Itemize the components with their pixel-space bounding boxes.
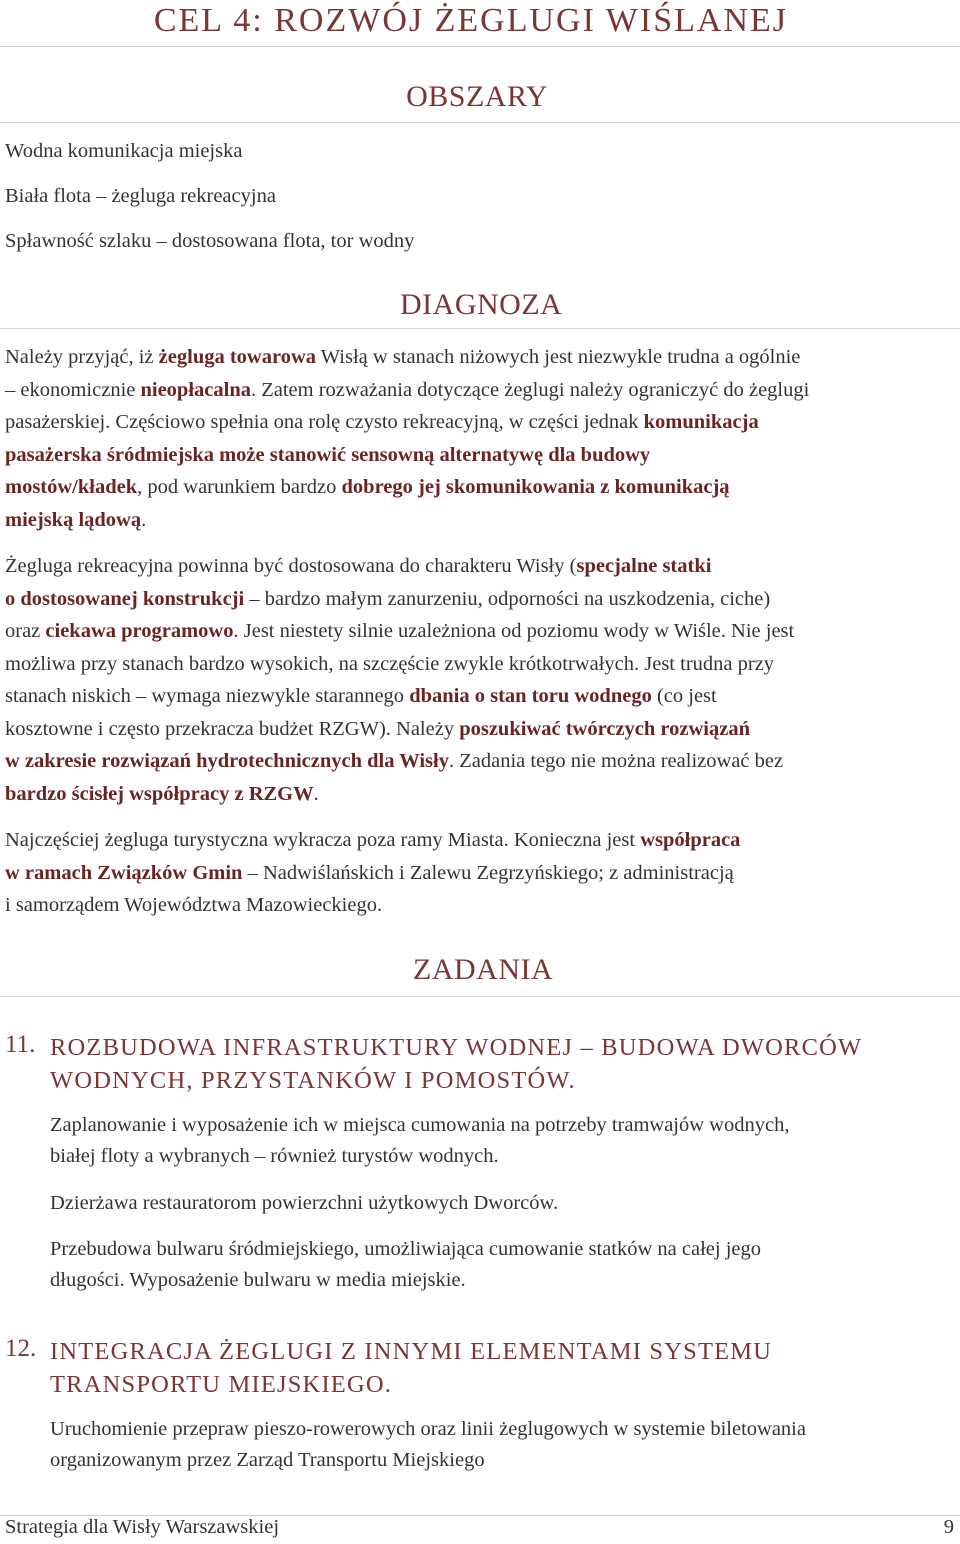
task-description: Dzierżawa restauratorom powierzchni użytkowych Dworców. — [50, 1192, 559, 1214]
task-description: Zaplanowanie i wyposażenie ich w miejsca cumowania na potrzeby tramwajów wodnych, białej floty a wybranych – również turystów wodnych. — [50, 1114, 790, 1167]
task-description: Przebudowa bulwaru śródmiejskiego, umożliwiająca cumowanie statków na całej jego długości. Wyposażenie bulwaru w media miejskie. — [50, 1238, 762, 1291]
task-number: 11. — [5, 1031, 36, 1058]
section-heading-diagnoza: DIAGNOZA — [400, 288, 563, 321]
diagnosis-paragraph-3: Najczęściej żegluga turystyczna wykracza poza ramy Miasta. Konieczna jest współpraca w ramach Związków Gmin – Nadwiślańskich i Zalewu Zegrzyńskiego; z administracją i samorządem Województwa Mazowieckiego. — [5, 829, 741, 916]
footer-document-title: Strategia dla Wisły Warszawskiej — [5, 1516, 280, 1538]
area-item: Wodna komunikacja miejska — [5, 140, 243, 162]
header-divider — [0, 46, 960, 47]
section-divider-diagnoza — [0, 328, 960, 329]
diagnosis-paragraph-2: Żegluga rekreacyjna powinna być dostosowana do charakteru Wisły (specjalne statki o dostosowanej konstrukcji – bardzo małym zanurzeniu, odporności na uszkodzenia, ciche) oraz ciekawa programowo. Jest niestety silnie uzależniona od poziomu wody w Wiśle. Nie jest możliwa przy stanach bardzo wysokich, na szczęście zwykle krótkotrwałych. Jest trudna przy stanach niskich – wymaga niezwykle starannego dbania o stan toru wodnego (co jest kosztowne i często przekracza budżet RZGW). Należy poszukiwać twórczych rozwiązań w zakresie rozwiązań hydrotechnicznych dla Wisły. Zadania tego nie można realizować bez bardzo ścisłej współpracy z RZGW. — [5, 555, 795, 805]
section-divider-obszary — [0, 122, 960, 123]
section-divider-zadania — [0, 996, 960, 997]
task-number: 12. — [5, 1335, 37, 1362]
area-item: Spławność szlaku – dostosowana flota, tor wodny — [5, 230, 415, 252]
task-title: ROZBUDOWA INFRASTRUKTURY WODNEJ – BUDOWA DWORCÓW WODNYCH, PRZYSTANKÓW I POMOSTÓW. — [50, 1034, 863, 1094]
page-title: CEL 4: ROZWÓJ ŻEGLUGI WIŚLANEJ — [153, 2, 788, 39]
diagnosis-paragraph-1: Należy przyjąć, iż żegluga towarowa Wisłą w stanach niżowych jest niezwykle trudna a ogólnie – ekonomicznie nieopłacalna. Zatem rozważania dotyczące żeglugi należy ograniczyć do żeglugi pasażerskiej. Częściowo spełnia ona rolę czysto rekreacyjną, w części jednak komunikacja pasażerska śródmiejska może stanowić sensowną alternatywę dla budowy mostów/kładek, pod warunkiem bardzo dobrego jej skomunikowania z komunikacją miejską lądową. — [5, 346, 810, 531]
task-description: Uruchomienie przepraw pieszo-rowerowych oraz linii żeglugowych w systemie biletowania organizowanym przez Zarząd Transportu Miejskiego — [50, 1418, 806, 1471]
area-item: Biała flota – żegluga rekreacyjna — [5, 185, 276, 207]
section-heading-zadania: ZADANIA — [413, 953, 554, 986]
section-heading-obszary: OBSZARY — [406, 80, 548, 113]
task-title: INTEGRACJA ŻEGLUGI Z INNYMI ELEMENTAMI SYSTEMU TRANSPORTU MIEJSKIEGO. — [50, 1338, 773, 1398]
page-number: 9 — [943, 1516, 954, 1538]
